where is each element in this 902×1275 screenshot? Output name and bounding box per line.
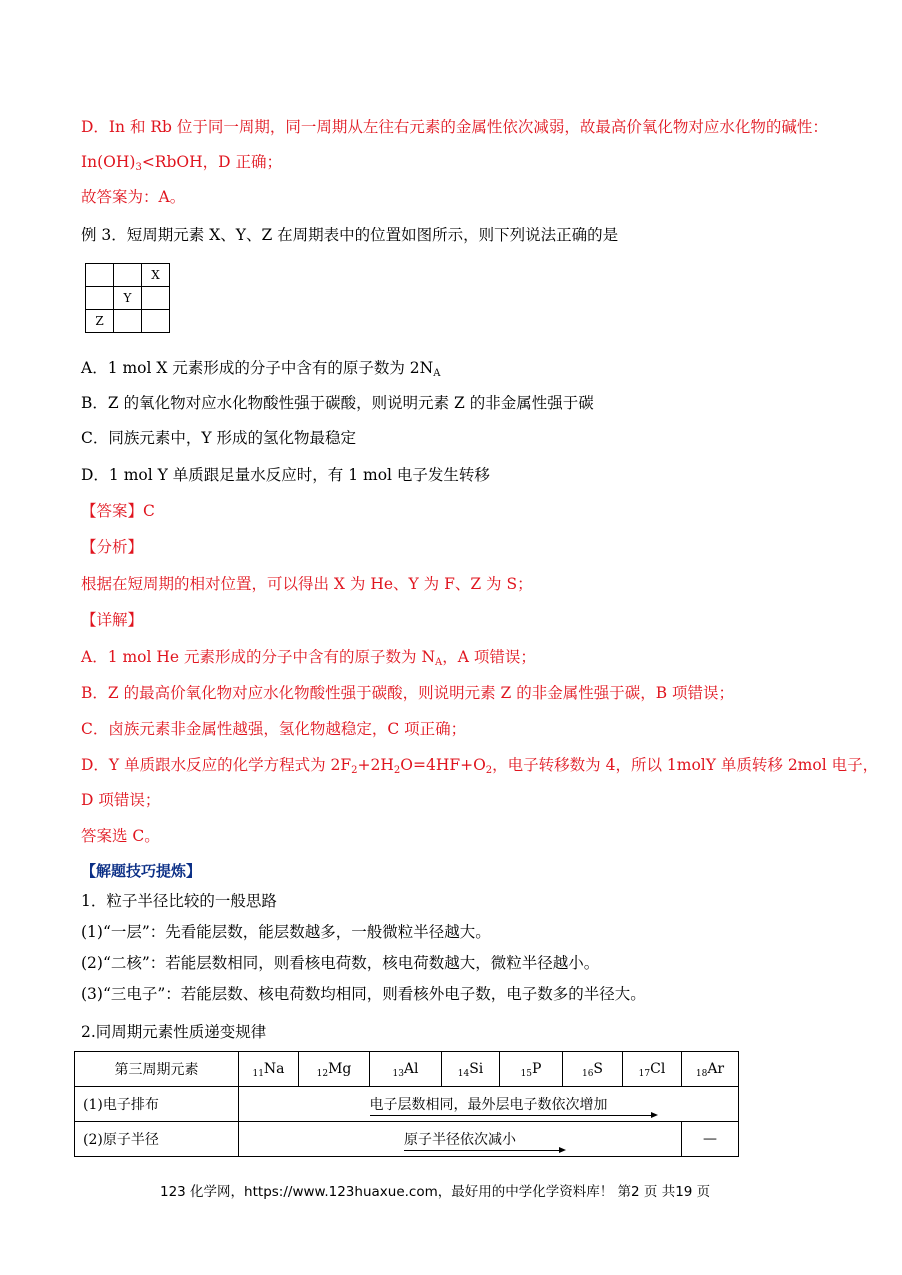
element-cell: $_{14}$Si [442,1052,500,1087]
detail-d: D．Y 单质跟水反应的化学方程式为 $2F_2+2H_2O=4HF+O_2$，电子转移数为 4，所以 1molY 单质转移 2mol 电子， [81,756,879,776]
periodic-position-grid [85,263,170,333]
tip1-item1: (1)“一层”：先看能层数，能层数越多，一般微粒半径越大。 [81,923,491,941]
argon-radius-cell: — [682,1122,739,1157]
grid-cell [114,264,142,287]
grid-cell [114,310,142,333]
electron-config-trend [239,1087,739,1122]
grid-cell: Z [86,310,114,333]
answer-line [81,501,155,521]
final-answer: 答案选 C。 [81,827,160,845]
element-cell: $_{17}$Cl [623,1052,682,1087]
option-a: A．1 mol X 元素形成的分子中含有的原子数为 $2N_A$ [81,359,441,379]
element-cell: $_{18}$Ar [682,1052,739,1087]
trend-arrow: 电子层数相同，最外层电子数依次增加 [370,1094,608,1114]
grid-cell [86,287,114,310]
option-c: C．同族元素中，Y 形成的氢化物最稳定 [81,429,357,447]
element-cell: $_{13}$Al [370,1052,442,1087]
tip2-heading: 2.同周期元素性质递变规律 [81,1023,267,1041]
arrow-right-icon [651,1112,658,1118]
grid-cell: X [142,264,170,287]
grid-cell: Y [114,287,142,310]
trend-arrow: 原子半径依次减小 [404,1129,516,1149]
grid-cell [142,310,170,333]
element-cell: $_{16}$S [563,1052,623,1087]
detail-b: B．Z 的最高价氧化物对应水化物酸性强于碳酸，则说明元素 Z 的非金属性强于碳，B 项错误； [81,684,735,702]
row-label-atomic-radius: (2)原子半径 [75,1122,239,1157]
tip1-item2: (2)“二核”：若能层数相同，则看核电荷数，核电荷数越大，微粒半径越小。 [81,954,600,972]
element-cell: $_{11}$Na [239,1052,299,1087]
tips-title: 【解题技巧提炼】 [81,862,202,880]
answer-value: C [143,502,155,520]
prev-answer-d-line2: $In(OH)_3<RbOH$，D 正确； [81,153,282,173]
element-cell: $_{15}$P [500,1052,563,1087]
atomic-radius-trend [239,1122,682,1157]
tip1-heading: 1．粒子半径比较的一般思路 [81,892,277,910]
detail-a: A．1 mol He 元素形成的分子中含有的原子数为 $N_A$，A 项错误； [81,648,536,668]
row-label-electron-config: (1)电子排布 [75,1087,239,1122]
element-cell: $_{12}$Mg [299,1052,370,1087]
arrow-right-icon [559,1147,566,1153]
analysis-text: 根据在短周期的相对位置，可以得出 X 为 He、Y 为 F、Z 为 S； [81,575,533,593]
tip1-item3: (3)“三电子”：若能层数、核电荷数均相同，则看核外电子数，电子数多的半径大。 [81,985,646,1003]
grid-cell [142,287,170,310]
option-b: B．Z 的氧化物对应水化物酸性强于碳酸，则说明元素 Z 的非金属性强于碳 [81,394,594,412]
prev-final-answer: 故答案为：A。 [81,188,186,206]
analysis-label: 【分析】 [81,538,144,556]
detail-label: 【详解】 [81,611,144,629]
detail-c: C．卤族元素非金属性越强，氢化物越稳定，C 项正确； [81,720,467,738]
prev-answer-d-line1: D．In 和 Rb 位于同一周期，同一周期从左往右元素的金属性依次减弱，故最高价氧化物对应水化物的碱性： [81,118,828,136]
answer-label: 【答案】 [81,502,144,520]
grid-cell [86,264,114,287]
table-header-cell: 第三周期元素 [75,1052,239,1087]
page-footer: 123 化学网，https://www.123huaxue.com，最好用的中学化学资料库！ 第2 页 共19 页 [160,1184,711,1200]
period3-properties-table [74,1051,739,1157]
detail-d-cont: D 项错误； [81,791,161,809]
option-d: D．1 mol Y 单质跟足量水反应时，有 1 mol 电子发生转移 [81,466,490,484]
example3-question: 例 3．短周期元素 X、Y、Z 在周期表中的位置如图所示，则下列说法正确的是 [81,226,619,244]
